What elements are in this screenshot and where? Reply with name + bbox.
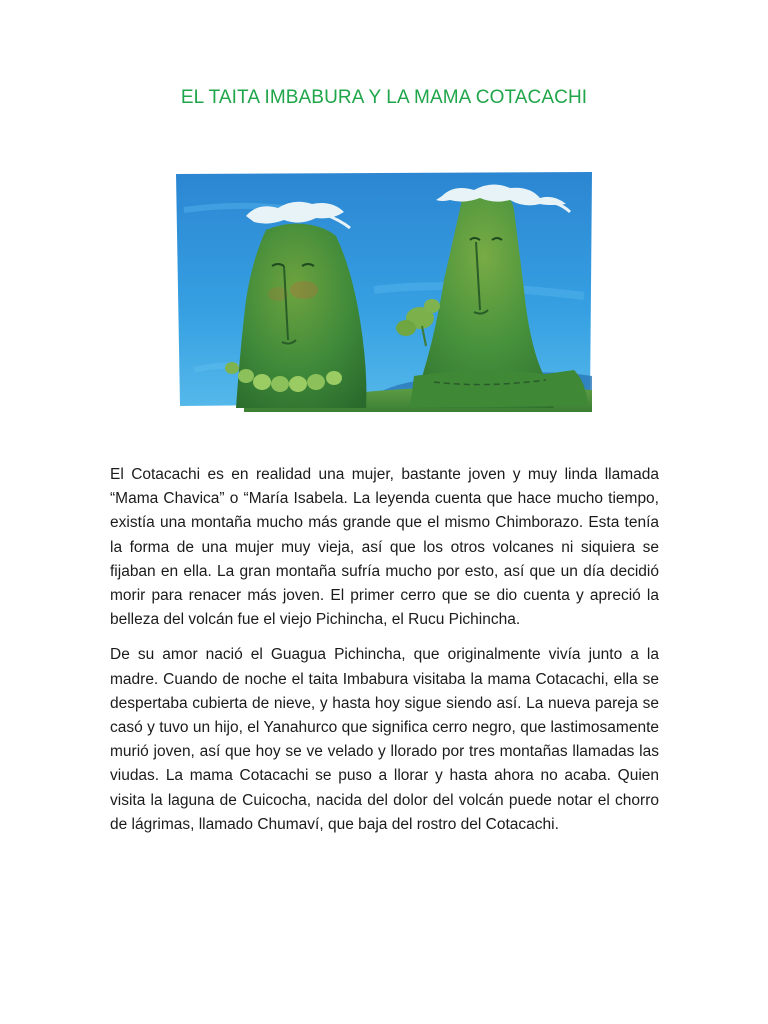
volcano-illustration xyxy=(174,170,594,415)
document-title: EL TAITA IMBABURA Y LA MAMA COTACACHI xyxy=(180,87,588,108)
body-text xyxy=(110,463,659,848)
volcano-illustration-image xyxy=(174,170,594,415)
paragraph-2: De su amor nació el Guagua Pichincha, que originalmente vivía junto a la madre. Cuando de noche el taita Imbabura visitaba la mama Cotacachi, ella se despertaba cubierta de nieve, y hasta hoy sigue siendo así. La nueva pareja se casó y tuvo un hijo, el Yanahurco que significa cerro negro, que lastimosamente murió joven, así que hoy se ve velado y llorado por tres montañas llamadas las viudas. La mama Cotacachi se puso a llorar y hasta ahora no acaba. Quien visita la laguna de Cuicocha, nacida del dolor del volcán puede notar el chorro de lágrimas, llamado Chumaví, que baja del rostro del Cotacachi. xyxy=(110,646,659,833)
paragraph-1: El Cotacachi es en realidad una mujer, bastante joven y muy linda llamada “Mama Chavica” o “María Isabela. La leyenda cuenta que hace mucho tiempo, existía una montaña mucho más grande que el mismo Chimborazo. Esta tenía la forma de una mujer muy vieja, así que los otros volcanes ni siquiera se fijaban en ella. La gran montaña sufría mucho por esto, así que un día decidió morir para renacer más joven. El primer cerro que se dio cuenta y apreció la belleza del volcán fue el viejo Pichincha, el Rucu Pichincha. xyxy=(110,466,659,629)
